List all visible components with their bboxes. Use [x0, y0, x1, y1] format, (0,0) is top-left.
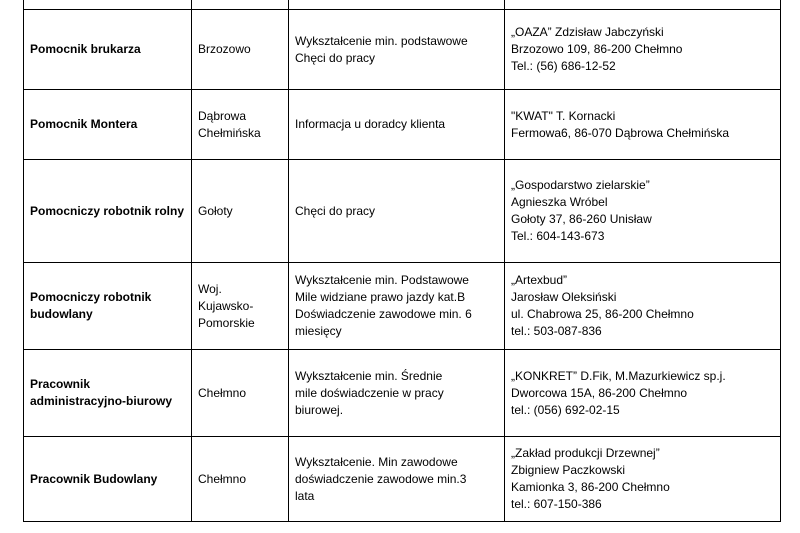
job-title-cell [24, 350, 192, 437]
table-row [24, 437, 781, 522]
employer-cell [505, 10, 781, 90]
requirement-line: miesięcy [295, 324, 342, 338]
location-line: Brzozowo [198, 42, 251, 56]
employer-cell [505, 437, 781, 522]
location-line: Kujawsko- [198, 298, 254, 313]
employer-line: Tel.: (56) 686-12-52 [511, 59, 616, 73]
location-line: Woj. [198, 281, 222, 296]
job-title: Pracownik administracyjno-biurowy [30, 377, 173, 408]
employer-line: Agnieszka Wróbel [511, 195, 608, 209]
employer-line: tel.: 607-150-386 [511, 497, 602, 511]
requirement-line: Chęci do pracy [295, 50, 376, 65]
employer-line: tel.: 503-087-836 [511, 324, 602, 338]
employer-cell [505, 160, 781, 263]
employer-line: Zbigniew Paczkowski [511, 463, 626, 477]
requirement-line: doświadczenie zawodowe min.3 [295, 471, 467, 486]
table-row [24, 350, 781, 437]
location-line: Gołoty [198, 203, 233, 218]
table-row [24, 160, 781, 263]
requirement-line: Wykształcenie min. podstawowe [295, 33, 468, 48]
location-line: Pomorskie [198, 315, 255, 330]
job-title: Pomocniczy robotnik rolny [30, 203, 185, 218]
employer-line: Tel.: 604-143-673 [511, 229, 605, 243]
table-row [24, 90, 781, 160]
location-cell [192, 263, 289, 350]
location-line: Dąbrowa [198, 108, 247, 123]
requirement-line: Wykształcenie min. Średnie [295, 368, 443, 383]
employer-line: Jarosław Oleksiński [511, 290, 617, 304]
employer-line: Dworcowa 15A, 86-200 Chełmno [511, 385, 688, 400]
location-cell [192, 437, 289, 522]
location-cell [192, 10, 289, 90]
location-cell [192, 160, 289, 263]
employer-line: „OAZA” Zdzisław Jabczyński [511, 25, 664, 39]
location-cell [192, 90, 289, 160]
requirement-line: biurowej. [295, 402, 344, 417]
requirements-cell [289, 10, 505, 90]
employer-cell [505, 0, 781, 10]
employer-line: ul. Chabrowa 25, 86-200 Chełmno [511, 307, 694, 321]
employer-line: Brzozowo 109, 86-200 Chełmno [511, 42, 683, 56]
table-row [24, 263, 781, 350]
requirement-line: lata [295, 488, 315, 503]
job-title-cell [24, 263, 192, 350]
job-title: Pomocnik brukarza [30, 42, 141, 56]
location-line: Chełmińska [198, 125, 261, 140]
location-cell [192, 350, 289, 437]
job-title: Pomocnik Montera [30, 117, 138, 131]
requirements-cell [289, 350, 505, 437]
job-title-cell [24, 0, 192, 10]
employer-line: „Artexbud” [511, 273, 568, 287]
requirement-line: Informacja u doradcy klienta [295, 117, 446, 131]
employer-cell [505, 263, 781, 350]
employer-line: "KWAT" T. Kornacki [511, 108, 616, 123]
job-title-cell [24, 10, 192, 90]
requirements-cell [289, 160, 505, 263]
job-title-cell [24, 160, 192, 263]
employer-line: „KONKRET” D.Fik, M.Mazurkiewicz sp.j. [511, 368, 726, 383]
employer-line: Gołoty 37, 86-260 Unisław [511, 212, 652, 226]
employer-line: tel.: (056) 692-02-15 [511, 402, 620, 417]
location-cell [192, 0, 289, 10]
job-title: Pomocniczy robotnik budowlany [30, 290, 152, 321]
location-line: Chełmno [198, 471, 247, 486]
requirements-cell [289, 90, 505, 160]
employer-cell [505, 90, 781, 160]
requirement-line: mile doświadczenie w pracy [295, 385, 444, 400]
requirement-line: Doświadczenie zawodowe min. 6 [295, 307, 472, 321]
requirements-cell [289, 0, 505, 10]
requirement-line: Mile widziane prawo jazdy kat.B [295, 290, 466, 304]
job-title-cell [24, 437, 192, 522]
table-row [24, 0, 781, 10]
employer-line: Fermowa6, 86-070 Dąbrowa Chełmińska [511, 125, 730, 140]
employer-line: „Gospodarstwo zielarskie” [511, 178, 650, 192]
job-title: Pracownik Budowlany [30, 471, 158, 486]
employer-line: „Zakład produkcji Drzewnej” [511, 446, 660, 460]
employer-cell [505, 350, 781, 437]
requirements-cell [289, 437, 505, 522]
requirement-line: Chęci do pracy [295, 203, 376, 218]
job-offers-table [23, 0, 781, 522]
employer-line: Kamionka 3, 86-200 Chełmno [511, 480, 670, 494]
requirement-line: Wykształcenie min. Podstawowe [295, 273, 469, 287]
requirement-line: Wykształcenie. Min zawodowe [295, 454, 458, 469]
job-title-cell [24, 90, 192, 160]
table-row [24, 10, 781, 90]
requirements-cell [289, 263, 505, 350]
location-line: Chełmno [198, 385, 247, 400]
